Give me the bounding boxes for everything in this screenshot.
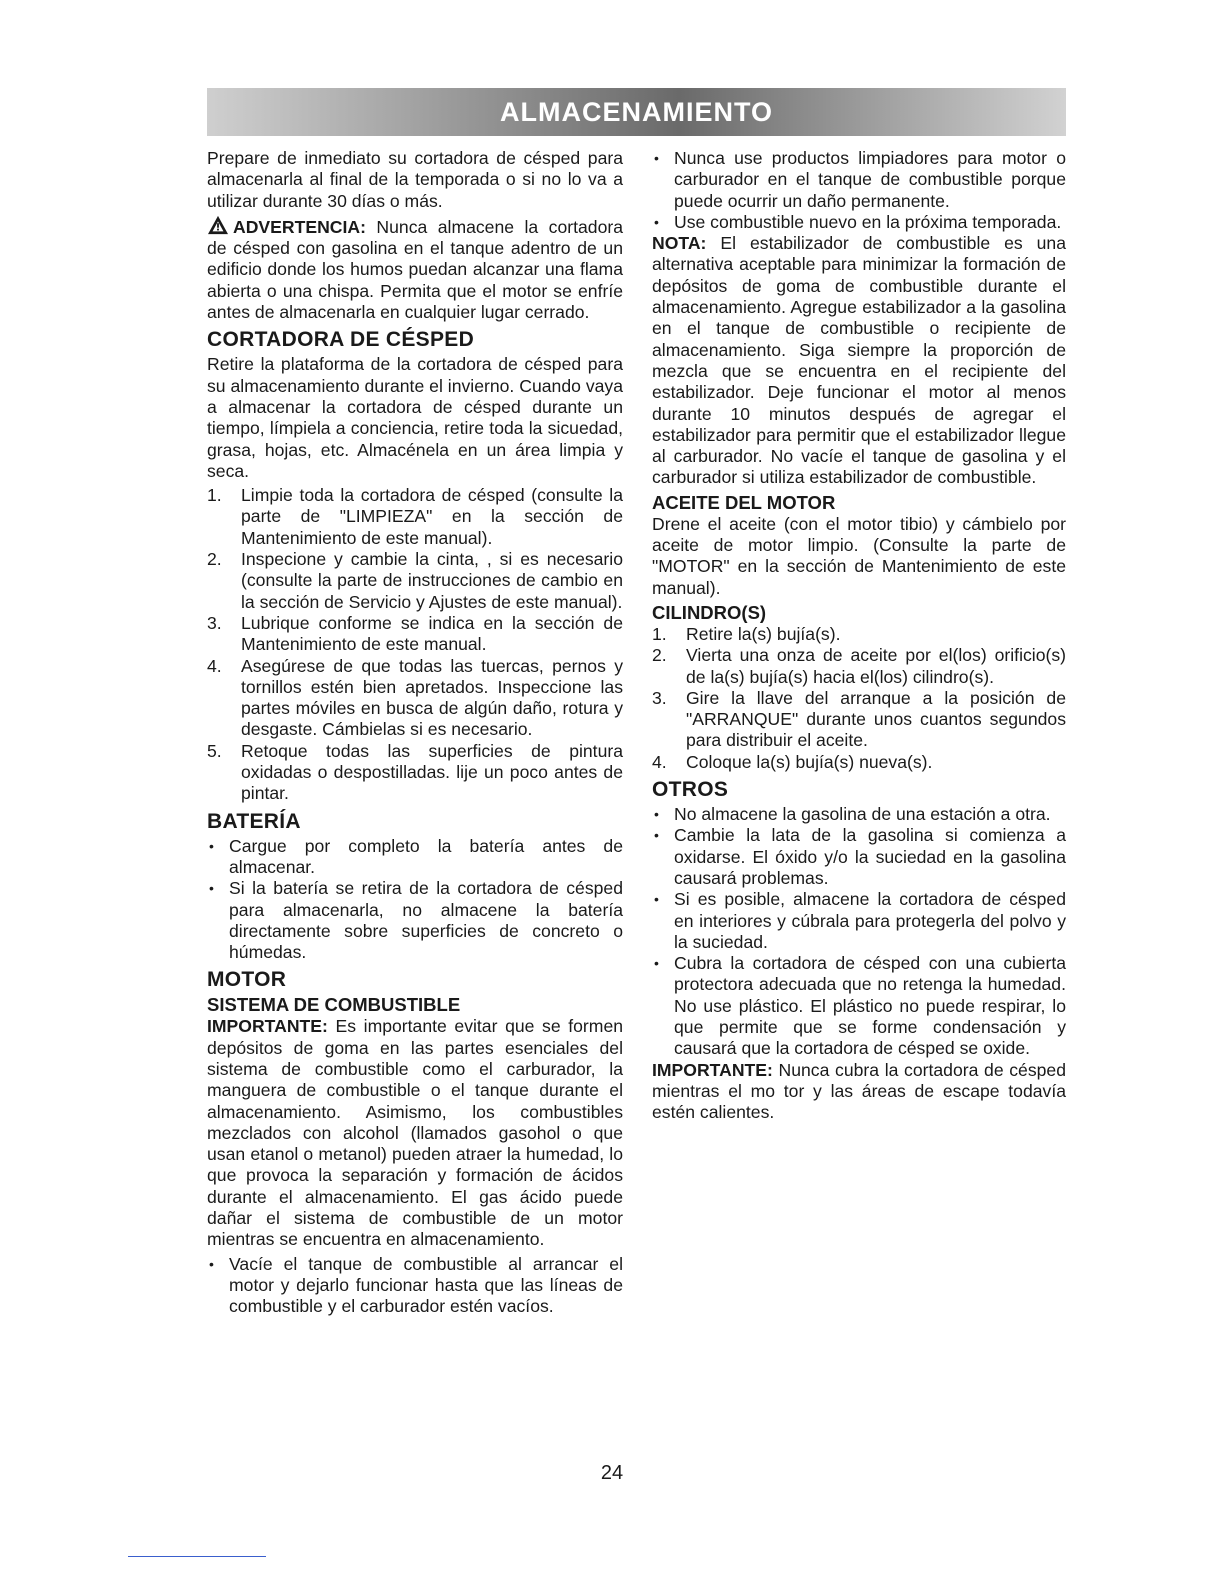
cortadora-paragraph: Retire la plataforma de la cortadora de césped para su almacenamiento durante el invierno. Cuando vaya a almacenar la cortadora de césped durante un tiempo, límpiela a conciencia, retire toda la sicuedad, grasa, hojas, etc. Almacénela en un área limpia y seca. xyxy=(207,354,623,481)
heading-otros: OTROS xyxy=(652,778,729,802)
section-title: ALMACENAMIENTO xyxy=(500,96,773,127)
important-label: IMPORTANTE: xyxy=(652,1059,773,1080)
aceite-paragraph: Drene el aceite (con el motor tibio) y cámbielo por aceite de motor limpio. (Consulte la parte de "MOTOR" en la sección de Mantenimiento de este manual). xyxy=(652,513,1066,598)
heading-cilindros: CILINDRO(S) xyxy=(652,601,767,623)
list-item: • Cubra la cortadora de césped con una cubierta protectora adecuada que no retenga la humedad. No use plástico. El plástico no puede respirar, lo que permite que se forme condensación y causará que la cortadora de césped se oxide. xyxy=(652,953,1066,1059)
heading-cortadora: CORTADORA DE CÉSPED xyxy=(207,328,475,352)
list-item: 4. Asegúrese de que todas las tuercas, pernos y tornillos estén bien apretados. Inspeccione las partes móviles en busca de algún daño, rotura y desgaste. Cámbielas si es necesario. xyxy=(207,655,623,740)
note-label: NOTA: xyxy=(652,233,707,254)
heading-motor: MOTOR xyxy=(207,968,287,992)
list-item: 3. Lubrique conforme se indica en la sección de Mantenimiento de este manual. xyxy=(207,612,623,655)
note-paragraph xyxy=(652,233,1066,489)
right-column xyxy=(652,148,1066,1126)
list-item: 3. Gire la llave del arranque a la posición de "ARRANQUE" durante unos cuantos segundos para distribuir el aceite. xyxy=(652,687,1066,751)
list-item: • Cambie la lata de la gasolina si comienza a oxidarse. El óxido y/o la suciedad en la gasolina causará problemas. xyxy=(652,825,1066,889)
list-item: • No almacene la gasolina de una estación a otra. xyxy=(652,804,1066,825)
warning-text: Nunca almacene la cortadora de césped con gasolina en el tanque adentro de un edificio donde los humos puedan alcanzar una flama abierta o una chispa. Permita que el motor se enfríe antes de almacenarla en cualquier lugar cerrado. xyxy=(207,216,624,323)
intro-paragraph: Prepare de inmediato su cortadora de césped para almacenarla al final de la temporada o si no lo va a utilizar durante 30 días o más. xyxy=(207,148,623,211)
list-item: • Use combustible nuevo en la próxima temporada. xyxy=(652,212,1066,233)
section-title-banner xyxy=(207,88,1066,136)
note-text: El estabilizador de combustible es una alternativa aceptable para minimizar la formación de depósitos de goma de combustible durante el almacenamiento. Agregue estabilizador a la gasolina en el tanque de combustible o recipiente de almacenamiento. Siga siempre la proporción de mezcla que se encuentra en el recipiente del estabilizador. Deje funcionar el motor al menos durante 10 minutos después de agregar el estabilizador para permitir que el estabilizador llegue al carburador. No vacíe el tanque de gasolina y el carburador si utiliza estabilizador de combustible. xyxy=(652,233,1066,488)
list-item: 1. Retire la(s) bujía(s). xyxy=(652,623,841,644)
combustible-list xyxy=(207,1254,623,1318)
important-label: IMPORTANTE: xyxy=(207,1016,328,1037)
warning-label: ADVERTENCIA: xyxy=(233,216,366,237)
heading-bateria: BATERÍA xyxy=(207,809,301,833)
list-item: • Si es posible, almacene la cortadora de césped en interiores y cúbrala para protegerla del polvo y la suciedad. xyxy=(652,889,1066,953)
important-text: Nunca cubra la cortadora de césped mientras el mo tor y las áreas de escape todavía estén calientes. xyxy=(652,1059,1066,1123)
subheading-combustible: SISTEMA DE COMBUSTIBLE xyxy=(207,994,461,1016)
list-item: 2. Vierta una onza de aceite por el(los) orificio(s) de la(s) bujía(s) hacia el(los) cilindro(s). xyxy=(652,645,1066,687)
list-item: • Nunca use productos limpiadores para motor o carburador en el tanque de combustible porque puede ocurrir un daño permanente. xyxy=(652,148,1066,212)
left-column xyxy=(207,148,623,1318)
footer-rule xyxy=(128,1556,266,1557)
warning-triangle-icon xyxy=(207,215,229,235)
list-item: 4. Coloque la(s) bujía(s) nueva(s). xyxy=(652,751,933,772)
list-item: 1. Limpie toda la cortadora de césped (consulte la parte de "LIMPIEZA" en la sección de Mantenimiento de este manual). xyxy=(207,485,623,548)
page-number: 24 xyxy=(600,1462,624,1484)
heading-aceite: ACEITE DEL MOTOR xyxy=(652,491,836,513)
otros-list xyxy=(652,804,1066,1060)
list-item: • Vacíe el tanque de combustible al arrancar el motor y dejarlo funcionar hasta que las líneas de combustible y el carburador estén vacíos. xyxy=(207,1254,623,1318)
motor-important-paragraph xyxy=(207,1016,623,1250)
list-item: • Si la batería se retira de la cortadora de césped para almacenarla, no almacene la batería directamente sobre superficies de concreto o húmedas. xyxy=(207,878,623,963)
combustible-list-continued xyxy=(652,148,1066,233)
list-item: 2. Inspecione y cambie la cinta, , si es necesario (consulte la parte de instrucciones de cambio en la sección de Servicio y Ajustes de este manual). xyxy=(207,549,623,612)
otros-important-paragraph xyxy=(652,1060,1066,1124)
cortadora-steps-list xyxy=(207,485,623,804)
cilindros-steps-list xyxy=(652,624,1066,773)
list-item: • Cargue por completo la batería antes de almacenar. xyxy=(207,836,623,879)
bateria-list xyxy=(207,836,623,964)
warning-paragraph xyxy=(207,215,623,323)
list-item: 5. Retoque todas las superficies de pintura oxidadas o despostilladas. lije un poco antes de pintar. xyxy=(207,740,623,804)
important-text: Es importante evitar que se formen depósitos de goma en las partes esenciales del sistema de combustible como el carburador, la manguera de combustible o el tanque durante el almacenamiento. Asimismo, los combustibles mezclados con alcohol (llamados gasohol o que usan etanol o metanol) pueden atraer la humedad, lo que provoca la separación y formación de ácidos durante el almacenamiento. El gas ácido puede dañar el sistema de combustible de un motor mientras se encuentra en almacenamiento. xyxy=(207,1016,624,1250)
